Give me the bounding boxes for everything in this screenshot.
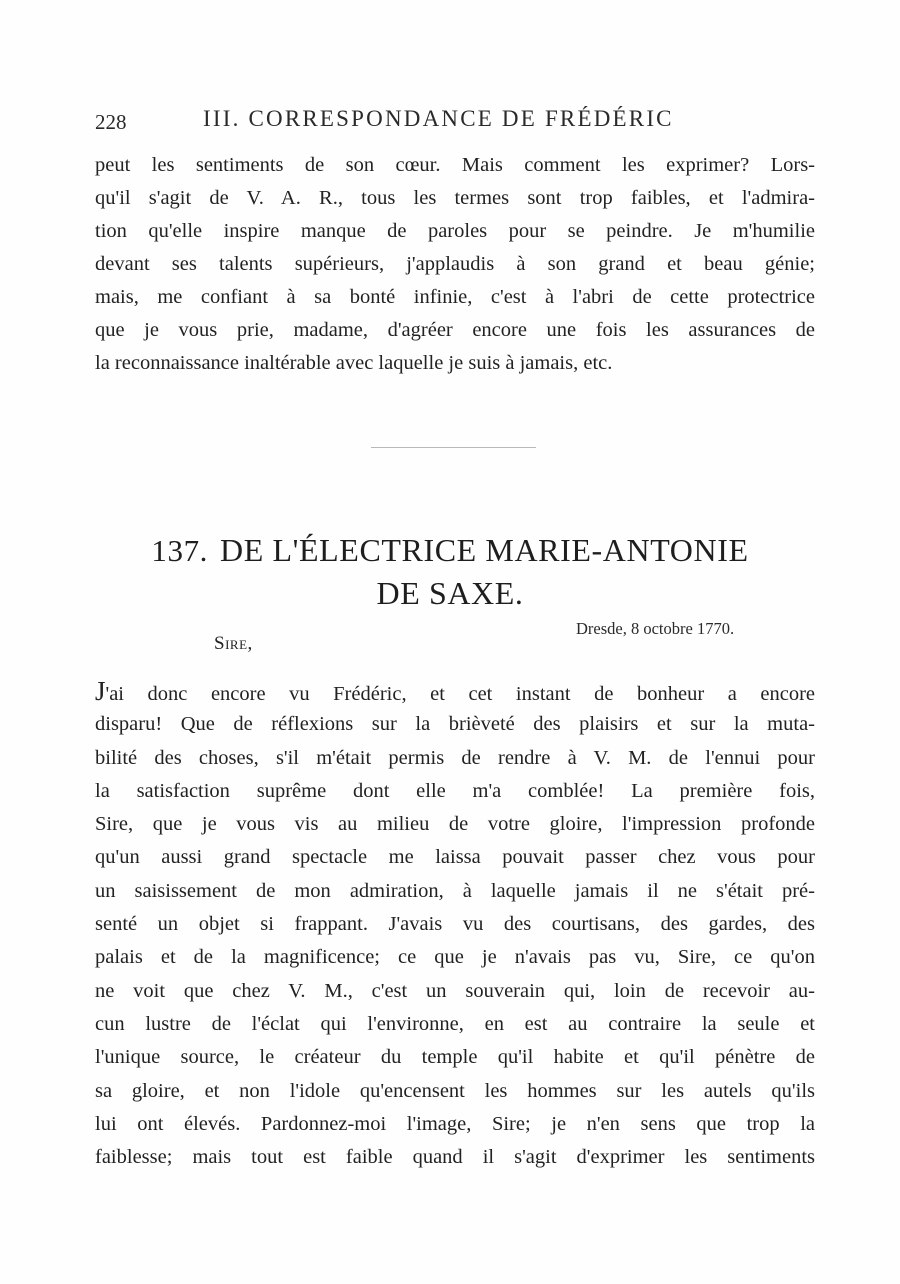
running-head xyxy=(95,106,835,138)
letter-heading-line-2: DE SAXE. xyxy=(376,575,524,611)
salutation: Sire, xyxy=(214,633,253,654)
text-line: Sire, que je vous vis au milieu de votre gloire, l'impression profonde xyxy=(95,813,815,836)
text-line: cun lustre de l'éclat qui l'environne, en est au contraire la seule et xyxy=(95,1012,815,1035)
text-line: peut les sentiments de son cœur. Mais comment les exprimer? Lors- xyxy=(95,154,815,176)
dateline: Dresde, 8 octobre 1770. xyxy=(576,619,735,638)
text-line: qu'un aussi grand spectacle me laissa pouvait passer chez vous pour xyxy=(95,846,815,869)
text-line: l'unique source, le créateur du temple qu'il habite et qu'il pénètre de xyxy=(95,1046,815,1069)
dropcap: J xyxy=(95,676,106,706)
letter-heading xyxy=(0,532,900,569)
text-line: tion qu'elle inspire manque de paroles pour se peindre. Je m'humilie xyxy=(95,220,815,242)
text-line: la reconnaissance inaltérable avec laquelle je suis à jamais, etc. xyxy=(95,352,613,374)
letter-heading-line-1: DE L'ÉLECTRICE MARIE-ANTONIE xyxy=(220,532,749,568)
text-line: que je vous prie, madame, d'agréer encore une fois les assurances de xyxy=(95,319,815,341)
text-line: disparu! Que de réflexions sur la brièveté des plaisirs et sur la muta- xyxy=(95,713,815,736)
text-line: bilité des choses, s'il m'était permis de rendre à V. M. de l'ennui pour xyxy=(95,746,815,769)
text-line: palais et de la magnificence; ce que je n'avais pas vu, Sire, ce qu'on xyxy=(95,946,815,969)
text-line: un saisissement de mon admiration, à laquelle jamais il ne s'était pré- xyxy=(95,879,815,902)
text-line: sa gloire, et non l'idole qu'encensent les hommes sur les autels qu'ils xyxy=(95,1079,815,1102)
text-line: la satisfaction suprême dont elle m'a comblée! La première fois, xyxy=(95,779,815,802)
text-line: mais, me confiant à sa bonté infinie, c'est à l'abri de cette protectrice xyxy=(95,286,815,308)
text-line: ne voit que chez V. M., c'est un souverain qui, loin de recevoir au- xyxy=(95,979,815,1002)
text-line: faiblesse; mais tout est faible quand il s'agit d'exprimer les sentiments xyxy=(95,1146,815,1169)
closing-paragraph xyxy=(95,149,815,380)
text-line: devant ses talents supérieurs, j'applaudis à son grand et beau génie; xyxy=(95,253,815,275)
text-line: lui ont élevés. Pardonnez-moi l'image, Sire; je n'en sens que trop la xyxy=(95,1112,815,1135)
text-line: senté un objet si frappant. J'avais vu des courtisans, des gardes, des xyxy=(95,913,815,936)
first-line-text: 'ai donc encore vu Frédéric, et cet instant de bonheur a encore xyxy=(105,683,815,705)
page-number: 228 xyxy=(95,110,127,134)
letter-number: 137. xyxy=(151,533,209,568)
text-line: qu'il s'agit de V. A. R., tous les termes sont trop faibles, et l'admira- xyxy=(95,187,815,209)
letter-body xyxy=(95,675,815,1174)
running-head-title: III. CORRESPONDANCE DE FRÉDÉRIC xyxy=(203,106,674,131)
text-line xyxy=(95,675,815,708)
section-separator xyxy=(371,447,536,448)
